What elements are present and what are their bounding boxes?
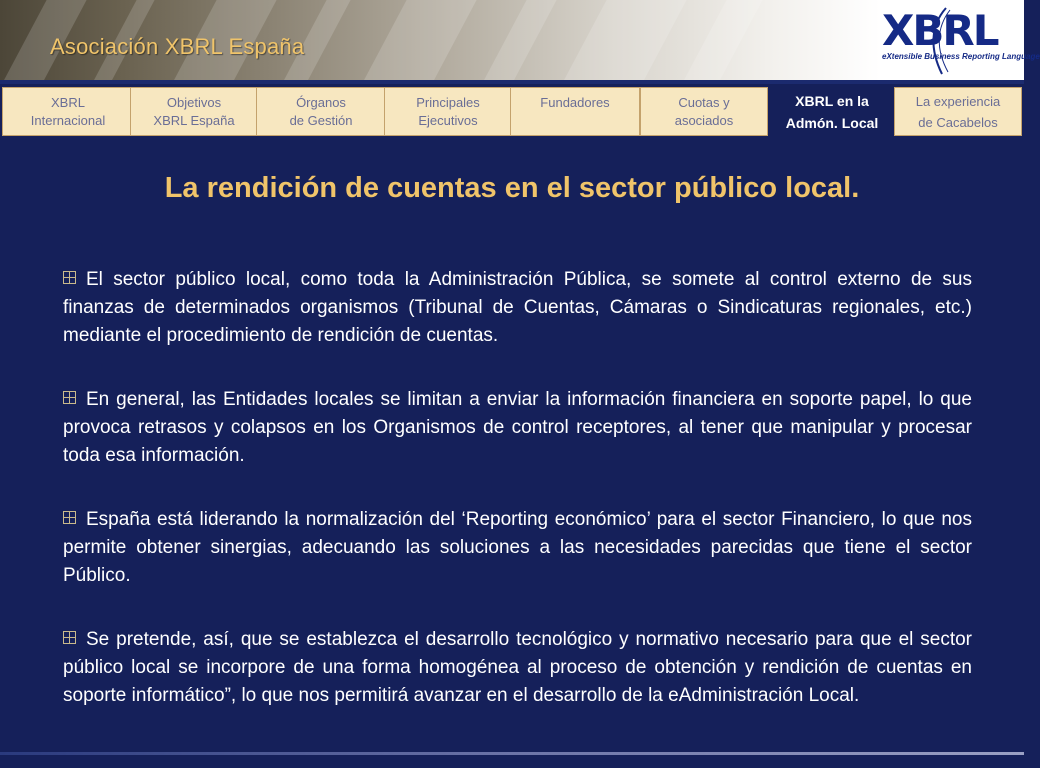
- tab-label-line2: de Gestión: [289, 113, 353, 128]
- paragraph-text: En general, las Entidades locales se limitan a enviar la información financiera en soporte papel, lo que provoca retrasos y colapsos en los Organismos de control receptores, al tener que manipular y procesar toda esa información.: [63, 389, 972, 466]
- organization-title: Asociación XBRL España: [50, 34, 305, 59]
- tab-label-line1: Cuotas y: [678, 95, 730, 110]
- tab-label-line1: XBRL: [51, 94, 85, 110]
- tab-label-line1: La experiencia: [915, 93, 1001, 109]
- tab-xbrl-admon-local[interactable]: [768, 87, 896, 136]
- paragraph-text: El sector público local, como toda la Administración Pública, se somete al control externo de sus finanzas de determinados organismos (Tribunal de Cuentas, Cámaras o Sindicaturas regionales, etc.) mediante el procedimiento de rendición de cuentas.: [63, 269, 972, 346]
- square-bullet-icon: [63, 391, 76, 404]
- tab-fundadores[interactable]: [510, 87, 640, 136]
- bullet-paragraph: [63, 626, 972, 710]
- slide-title: La rendición de cuentas en el sector público local.: [164, 172, 860, 204]
- logo-word: XBRL: [882, 6, 998, 55]
- tab-organos[interactable]: [256, 87, 386, 136]
- tab-cacabelos[interactable]: [894, 87, 1022, 136]
- tab-label-line2: XBRL España: [153, 113, 235, 128]
- paragraph-text: España está liderando la normalización del ‘Reporting económico’ para el sector Financiero, lo que nos permite obtener sinergias, adecuando las soluciones a las necesidades parecidas que tiene el sector Público.: [63, 509, 972, 586]
- bullet-paragraph: [63, 386, 972, 470]
- tab-label-line2: de Cacabelos: [918, 114, 998, 130]
- bullet-paragraph: [63, 266, 972, 350]
- tab-principales[interactable]: [384, 87, 512, 136]
- paragraph-text: Se pretende, así, que se establezca el desarrollo tecnológico y normativo necesario para que el sector público local se incorpore de una forma homogénea al proceso de obtención y rendición de cuentas en soporte informático”, lo que nos permitirá avanzar en el desarrollo de la eAdministración Local.: [63, 629, 972, 706]
- tab-label-line1: Principales: [416, 95, 480, 110]
- tab-label-line1: XBRL en la: [795, 92, 869, 109]
- square-bullet-icon: [63, 511, 76, 524]
- footer-divider: [0, 752, 1024, 755]
- xbrl-logo[interactable]: [876, 6, 1040, 76]
- tab-xbrl-internacional[interactable]: [2, 87, 134, 136]
- tab-label-line1: Fundadores: [540, 95, 610, 110]
- logo-tagline: eXtensible Business Reporting Language: [882, 52, 1040, 61]
- tab-label-line2: Admón. Local: [785, 114, 879, 131]
- bullet-paragraph: [63, 506, 972, 590]
- tab-cuotas[interactable]: [640, 87, 768, 136]
- tab-label-line2: Ejecutivos: [418, 113, 478, 128]
- nav-tabs: [0, 84, 1024, 140]
- tab-label-line2: Internacional: [30, 112, 106, 128]
- tab-label-line1: Órganos: [296, 95, 346, 110]
- header-banner: [0, 0, 1040, 84]
- tab-label-line1: Objetivos: [166, 95, 222, 110]
- tab-objetivos[interactable]: [130, 87, 258, 136]
- square-bullet-icon: [63, 631, 76, 644]
- square-bullet-icon: [63, 271, 76, 284]
- tab-label-line2: asociados: [674, 113, 734, 128]
- slide-content: [63, 266, 972, 746]
